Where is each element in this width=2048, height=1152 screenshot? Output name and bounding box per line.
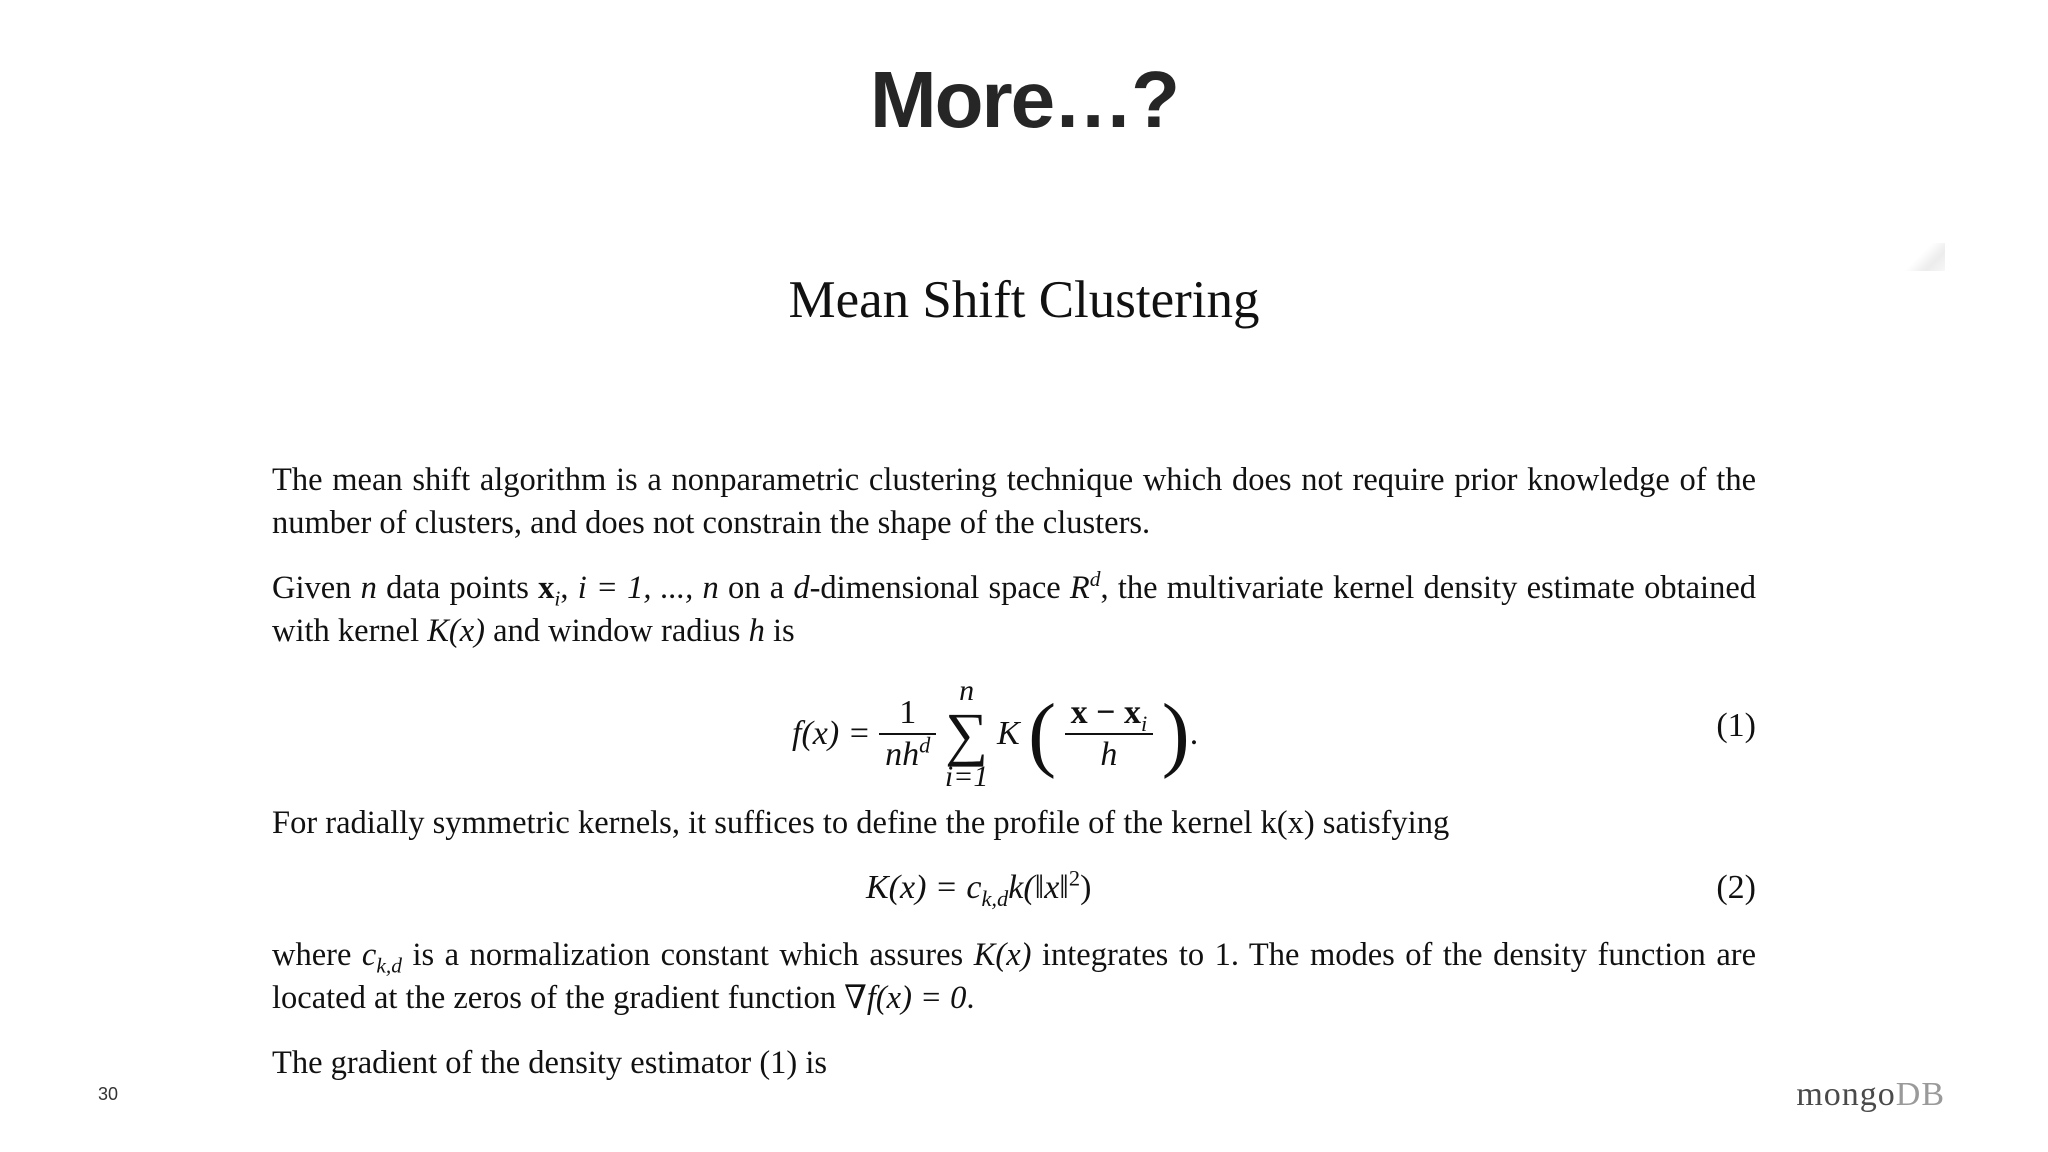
equation-2-body — [866, 865, 1092, 911]
equation-1-body — [792, 676, 1198, 792]
text-run: and window radius — [484, 613, 749, 649]
eq1-dot: . — [1189, 715, 1199, 752]
slide-title: More…? — [870, 55, 1178, 144]
slide-number: 30 — [98, 1084, 119, 1104]
mongodb-logo — [1796, 1076, 1945, 1114]
math-Kx: K(x) — [973, 937, 1032, 973]
eq1-fraction — [879, 693, 936, 775]
eq2-lhs: K(x) = c — [866, 869, 982, 906]
paragraph-normalization-text — [272, 934, 1756, 1020]
eq1-K: K — [996, 715, 1020, 752]
eq2-sub: k,d — [981, 885, 1009, 911]
math-gradient: ∇f(x) = 0 — [844, 980, 967, 1016]
equation-1 — [272, 674, 1756, 793]
text-run: . — [966, 980, 975, 1016]
math-d: d — [793, 570, 810, 606]
math-sub-i: i — [554, 586, 561, 611]
eq1-inner-numerator — [1065, 693, 1154, 735]
text-run: Given — [272, 570, 361, 606]
eq1-inner-fraction — [1065, 693, 1154, 775]
text-run: integrates to 1. The modes of the density function are located at the zeros of the gradient function — [272, 937, 1756, 1016]
equation-number-2: (2) — [1716, 869, 1756, 906]
document-heading: Mean Shift Clustering — [788, 271, 1260, 329]
eq1-inner-denominator: h — [1100, 736, 1118, 773]
equation-2 — [272, 865, 1756, 912]
logo-db: DB — [1895, 1076, 1945, 1113]
text-run: where — [272, 937, 362, 973]
text-run: on a — [718, 570, 794, 606]
paragraph-radial-text: For radially symmetric kernels, it suffices to define the profile of the kernel k(x) satisfying — [272, 805, 1450, 841]
text-run: , — [560, 570, 578, 606]
math-R: R — [1069, 570, 1090, 606]
eq2-rhs: k(‖x‖ — [1008, 869, 1069, 906]
equation-number-1: (1) — [1716, 707, 1756, 744]
math-index-range: i = 1, ..., n — [577, 570, 719, 606]
paragraph-normalization — [272, 934, 1756, 1020]
eq2-sup: 2 — [1068, 865, 1081, 891]
text-run: is a normalization constant which assures — [401, 937, 974, 973]
paragraph-intro-text: The mean shift algorithm is a nonparametric clustering technique which does not require prior knowledge of the number of clusters, and does not constrain the shape of the clusters. — [272, 462, 1756, 541]
math-n: n — [360, 570, 377, 606]
eq1-inner-num: x − x — [1070, 694, 1141, 731]
eq1-rparen: ) — [1161, 687, 1190, 780]
text-run: is — [764, 613, 795, 649]
eq1-summation — [945, 676, 989, 792]
paragraph-intro — [272, 459, 1756, 545]
sum-lower: i=1 — [944, 760, 989, 793]
sum-upper: n — [959, 674, 975, 707]
paragraph-given — [272, 567, 1756, 653]
math-x: x — [538, 570, 555, 606]
math-sub-kd: k,d — [376, 953, 402, 978]
sum-symbol: ∑ — [945, 701, 989, 767]
math-Kx: K(x) — [427, 613, 485, 649]
page-curl — [1905, 243, 1945, 271]
paragraph-gradient-text: The gradient of the density estimator (1) is — [272, 1045, 828, 1081]
math-h: h — [748, 613, 765, 649]
eq2-close: ) — [1080, 869, 1092, 906]
eq1-denominator — [879, 732, 936, 775]
text-run: data points — [376, 570, 539, 606]
logo-mongo: mongo — [1796, 1076, 1896, 1113]
text-run: , the multivariate kernel density estimate obtained with kernel — [272, 570, 1756, 649]
eq1-inner-sub: i — [1140, 710, 1148, 736]
text-run: -dimensional space — [809, 570, 1070, 606]
eq1-lparen: ( — [1028, 687, 1057, 780]
eq1-den-nh: nh — [885, 736, 920, 773]
eq1-den-d: d — [919, 732, 931, 758]
eq1-numerator: 1 — [879, 693, 936, 735]
math-c: c — [361, 937, 377, 973]
math-sup-d: d — [1089, 567, 1101, 592]
paragraph-given-text — [272, 567, 1756, 653]
eq1-lhs: f(x) = — [792, 715, 871, 752]
paragraph-gradient — [272, 1042, 1756, 1085]
paragraph-radial — [272, 802, 1756, 845]
